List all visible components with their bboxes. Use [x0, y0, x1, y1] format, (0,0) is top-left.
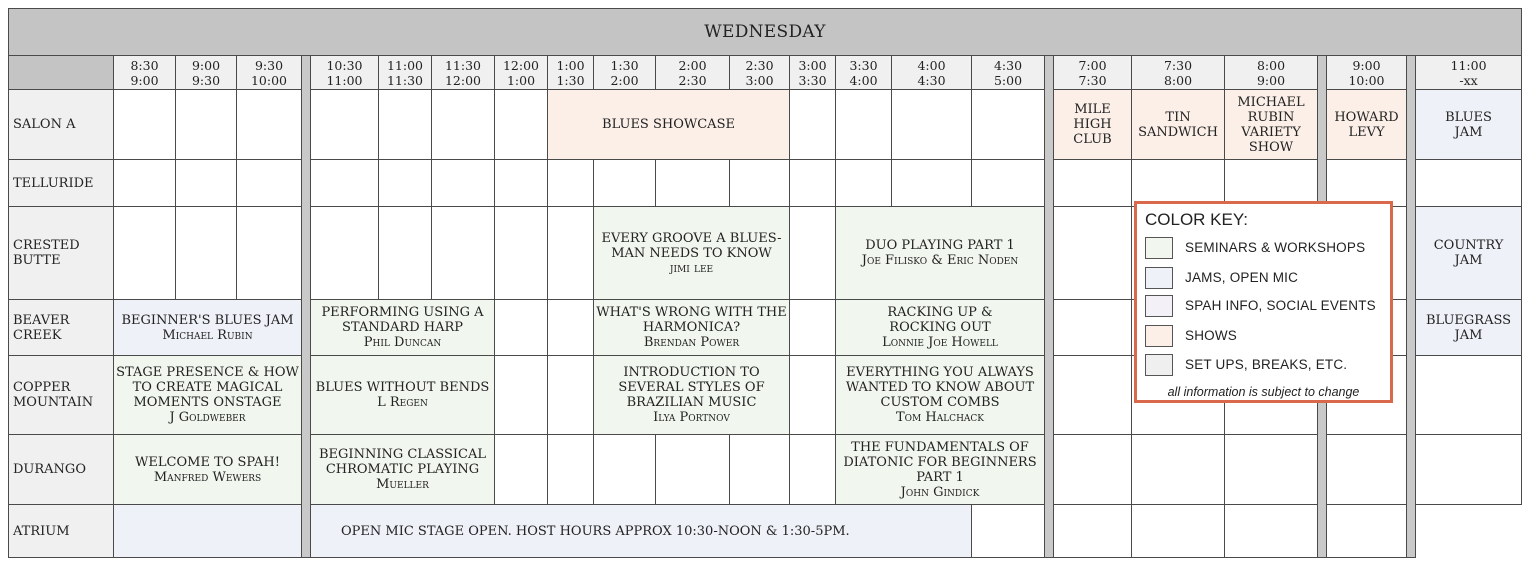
- event-welcome-spah[interactable]: WELCOME TO SPAH! Manfred Wewers: [114, 435, 302, 505]
- event-duo-playing[interactable]: DUO PLAYING PART 1 Joe Filisko & Eric Noden: [836, 207, 1045, 300]
- time-slot: 7:00 7:30: [1054, 56, 1132, 90]
- event-howard-levy[interactable]: HOWARD LEVY: [1327, 90, 1407, 160]
- room-row-salon-a: [9, 90, 1522, 160]
- key-item: SET UPS, BREAKS, ETC.: [1145, 354, 1385, 376]
- key-swatch: [1145, 295, 1173, 317]
- event-whats-wrong[interactable]: WHAT'S WRONG WITH THE HARMONICA? Brendan Power: [594, 300, 790, 356]
- time-slot: 1:30 2:00: [594, 56, 656, 90]
- time-slot: 8:00 9:00: [1225, 56, 1318, 90]
- event-michael-rubin-variety-show[interactable]: MICHAEL RUBIN VARIETY SHOW: [1225, 90, 1318, 160]
- presenter: Tom Halchack: [895, 410, 985, 425]
- presenter: jimi lee: [669, 260, 714, 276]
- room-label: ATRIUM: [9, 505, 114, 558]
- disclaimer-note: all information is subject to change: [1167, 385, 1360, 399]
- time-slot: 4:00 4:30: [892, 56, 972, 90]
- event-open-mic-part[interactable]: [114, 505, 302, 558]
- presenter: J Goldweber: [169, 410, 246, 425]
- event-tin-sandwich[interactable]: TIN SANDWICH: [1132, 90, 1225, 160]
- time-slot: 9:00 10:00: [1327, 56, 1407, 90]
- key-swatch: [1145, 237, 1173, 259]
- time-slot: 9:30 10:00: [237, 56, 302, 90]
- time-slot: 11:00 11:30: [379, 56, 432, 90]
- presenter: John Gindick: [900, 484, 980, 500]
- room-row-telluride: [9, 160, 1522, 207]
- time-slot: 11:00 -xx: [1416, 56, 1522, 90]
- time-slot: 3:30 4:00: [836, 56, 892, 90]
- presenter: Mueller: [376, 477, 429, 492]
- key-swatch: [1145, 267, 1173, 289]
- time-slot: 3:00 3:30: [790, 56, 836, 90]
- presenter: Brendan Power: [643, 335, 740, 350]
- time-slot: 7:30 8:00: [1132, 56, 1225, 90]
- event-every-groove[interactable]: EVERY GROOVE A BLUES- MAN NEEDS TO KNOW jimi lee: [594, 207, 790, 300]
- room-label: SALON A: [9, 90, 114, 160]
- time-slot: 11:30 12:00: [432, 56, 495, 90]
- room-label: BEAVER CREEK: [9, 300, 114, 356]
- color-key-title: COLOR KEY:: [1145, 210, 1248, 229]
- corner-cell: [9, 56, 114, 90]
- room-label: COPPER MOUNTAIN: [9, 356, 114, 435]
- presenter: Phil Duncan: [363, 335, 442, 350]
- event-fundamentals-diatonic[interactable]: THE FUNDAMENTALS OF DIATONIC FOR BEGINNERS PART 1 John Gindick: [836, 435, 1045, 505]
- column-separator: [1045, 56, 1054, 558]
- room-label: TELLURIDE: [9, 160, 114, 207]
- column-separator: [1407, 56, 1416, 558]
- presenter: Lonnie Joe Howell: [882, 335, 998, 350]
- event-brazilian-music[interactable]: INTRODUCTION TO SEVERAL STYLES OF BRAZILIAN MUSIC Ilya Portnov: [594, 356, 790, 435]
- room-row-durango: [9, 435, 1522, 505]
- presenter: Joe Filisko & Eric Noden: [861, 253, 1019, 268]
- key-swatch: [1145, 325, 1173, 347]
- event-racking-up[interactable]: RACKING UP & ROCKING OUT Lonnie Joe Howell: [836, 300, 1045, 356]
- key-item: JAMS, OPEN MIC: [1145, 267, 1385, 289]
- color-key: [1134, 201, 1393, 403]
- event-bluegrass-jam[interactable]: BLUEGRASS JAM: [1416, 300, 1522, 356]
- key-item: SHOWS: [1145, 325, 1385, 347]
- event-beginning-chromatic[interactable]: BEGINNING CLASSICAL CHROMATIC PLAYING Mueller: [311, 435, 495, 505]
- room-label: CRESTED BUTTE: [9, 207, 114, 300]
- event-blues-showcase[interactable]: BLUES SHOWCASE: [548, 90, 790, 160]
- day-header: WEDNESDAY: [9, 9, 1522, 56]
- time-slot: 2:30 3:00: [730, 56, 790, 90]
- time-slot: 8:30 9:00: [114, 56, 176, 90]
- event-country-jam[interactable]: COUNTRY JAM: [1416, 207, 1522, 300]
- key-item: SEMINARS & WORKSHOPS: [1145, 237, 1385, 259]
- event-blues-without-bends[interactable]: BLUES WITHOUT BENDS L Regen: [311, 356, 495, 435]
- time-slot: 1:00 1:30: [548, 56, 594, 90]
- time-slot: 12:00 1:00: [495, 56, 548, 90]
- time-slot: 4:30 5:00: [972, 56, 1045, 90]
- event-open-mic[interactable]: OPEN MIC STAGE OPEN. HOST HOURS APPROX 10:30-NOON & 1:30-5PM.: [311, 505, 972, 558]
- time-slot: 2:00 2:30: [656, 56, 730, 90]
- key-swatch: [1145, 354, 1173, 376]
- key-item: SPAH INFO, SOCIAL EVENTS: [1145, 295, 1385, 317]
- event-performing-standard-harp[interactable]: PERFORMING USING A STANDARD HARP Phil Duncan: [311, 300, 495, 356]
- event-mile-high-club[interactable]: MILE HIGH CLUB: [1054, 90, 1132, 160]
- presenter: Manfred Wewers: [153, 469, 262, 485]
- presenter: L Regen: [377, 395, 428, 410]
- event-beginners-blues-jam[interactable]: BEGINNER'S BLUES JAM Michael Rubin: [114, 300, 302, 356]
- event-stage-presence[interactable]: STAGE PRESENCE & HOW TO CREATE MAGICAL MOMENTS ONSTAGE J Goldweber: [114, 356, 302, 435]
- presenter: Michael Rubin: [162, 327, 253, 343]
- room-label: DURANGO: [9, 435, 114, 505]
- time-header-row: [9, 56, 1522, 90]
- column-separator: [302, 56, 311, 558]
- event-custom-combs[interactable]: EVERYTHING YOU ALWAYS WANTED TO KNOW ABOUT CUSTOM COMBS Tom Halchack: [836, 356, 1045, 435]
- presenter: Ilya Portnov: [653, 410, 730, 425]
- time-slot: 10:30 11:00: [311, 56, 379, 90]
- room-row-atrium: [9, 505, 1522, 558]
- event-blues-jam[interactable]: BLUES JAM: [1416, 90, 1522, 160]
- time-slot: 9:00 9:30: [176, 56, 237, 90]
